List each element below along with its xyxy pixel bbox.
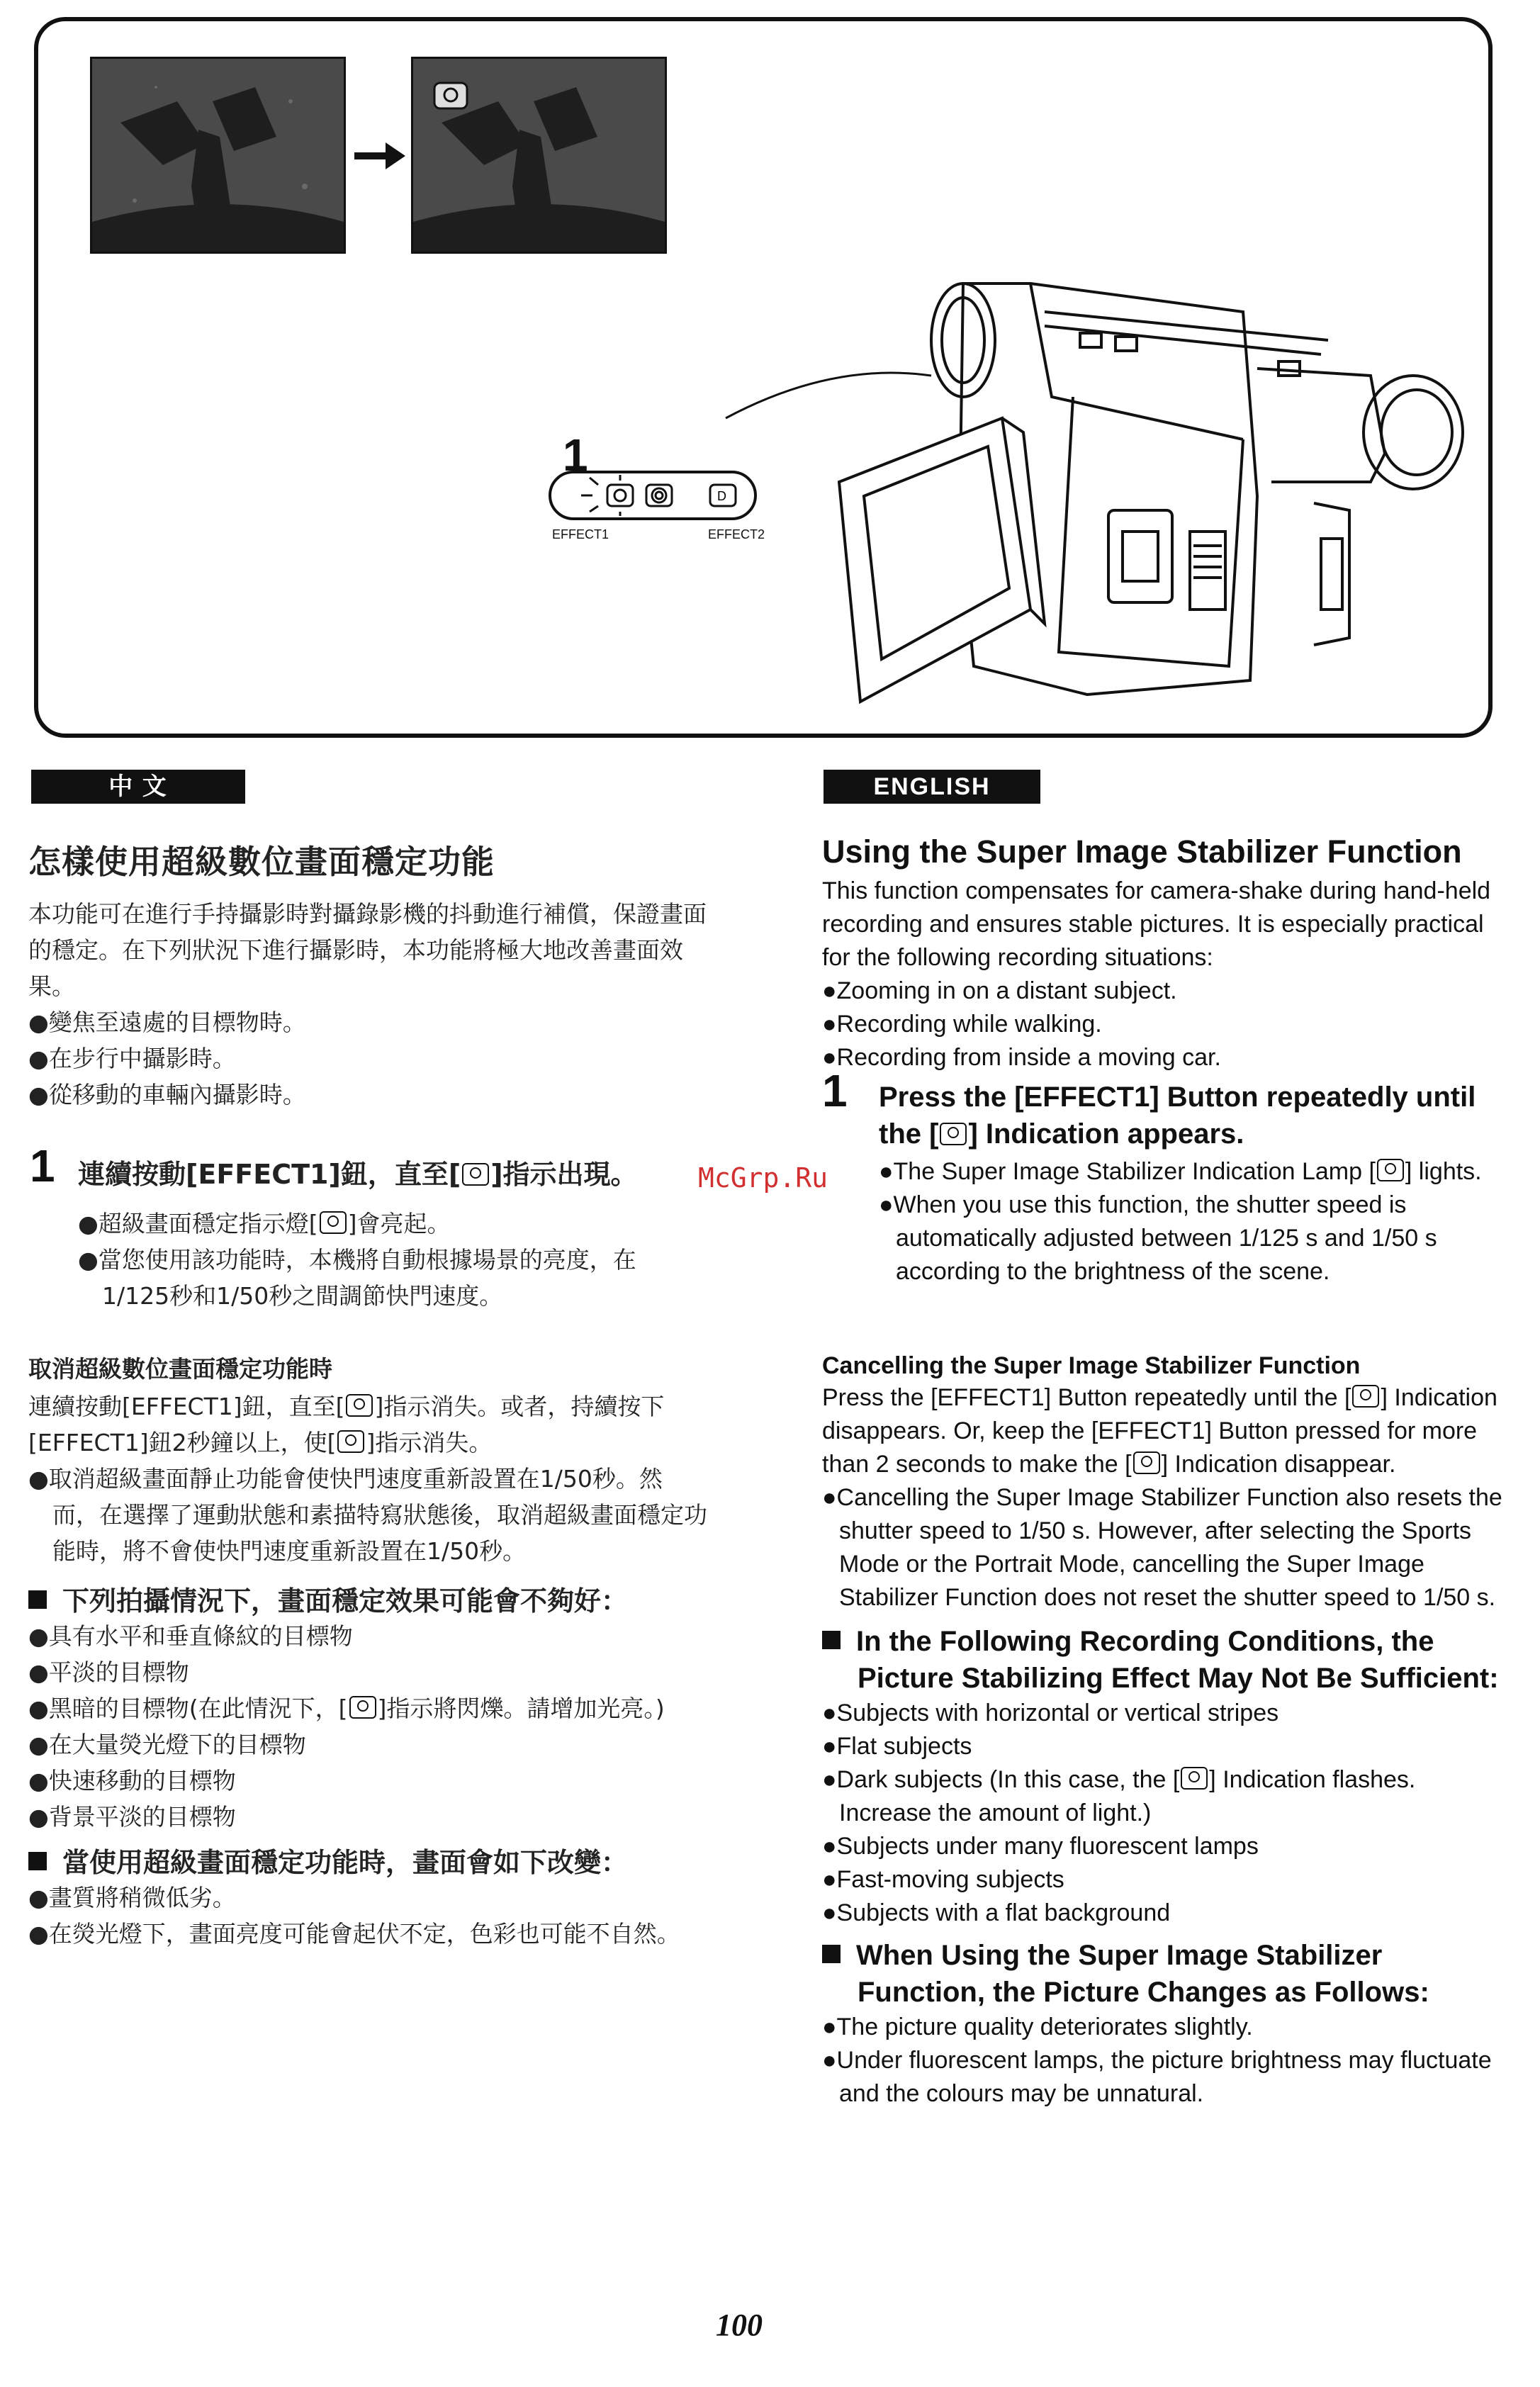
zh-cancel-text: 連續按動[EFFECT1]鈕，直至[ ]指示消失。或者，持續按下[EFFECT1]鈕2秒鐘以上，使[ ]指示消失。 — [28, 1393, 665, 1456]
zh-condition: ●具有水平和垂直條紋的目標物 — [28, 1622, 353, 1650]
en-step-bullet: ●The Super Image Stabilizer Indication Lamp [ ] lights. — [879, 1158, 1482, 1185]
page-number: 100 — [716, 2308, 763, 2342]
zh-step-title: 連續按動[EFFECT1]鈕，直至[ ]指示出現。 — [78, 1159, 638, 1190]
stabilizer-indicator-icon — [349, 1696, 376, 1719]
zh-title: 怎樣使用超級數位畫面穩定功能 — [28, 843, 495, 881]
en-step-title: Press the [EFFECT1] Button repeatedly until the [ ] Indication appears. — [879, 1082, 1476, 1150]
en-condition: ●Subjects under many fluorescent lamps — [822, 1833, 1259, 1860]
zh-condition: ●在大量熒光燈下的目標物 — [28, 1731, 306, 1758]
en-cancel-title: Cancelling the Super Image Stabilizer Function — [822, 1352, 1361, 1379]
en-situation: ●Zooming in on a distant subject. — [822, 977, 1177, 1004]
after-image — [411, 57, 667, 254]
stabilizer-indicator-icon — [462, 1163, 489, 1186]
stabilizer-indicator-icon — [1352, 1385, 1379, 1408]
step-callout-number: 1 — [563, 429, 588, 481]
zh-condition: ●背景平淡的目標物 — [28, 1803, 236, 1831]
en-changes-heading: When Using the Super Image Stabilizer Function, the Picture Changes as Follows: — [822, 1937, 1502, 2011]
en-condition: ●Subjects with horizontal or vertical stripes — [822, 1700, 1279, 1726]
zh-change: ●畫質將稍微低劣。 — [28, 1884, 236, 1911]
stabilizer-indicator-icon — [1377, 1159, 1404, 1181]
zh-column — [28, 836, 709, 1113]
stabilizer-indicator-icon — [320, 1211, 347, 1234]
zh-conditions-heading: 下列拍攝情況下，畫面穩定效果可能會不夠好： — [28, 1579, 709, 1618]
en-step-bullet: ●When you use this function, the shutter speed is automatically adjusted between 1/125 s and 1/50 s according to the brightness of the scene. — [879, 1191, 1437, 1285]
stabilizer-indicator-icon — [337, 1430, 364, 1453]
square-bullet-icon — [28, 1852, 47, 1870]
en-change: ●Under fluorescent lamps, the picture brightness may fluctuate and the colours may be unnatural. — [822, 2047, 1492, 2107]
zh-situation: ●在步行中攝影時。 — [28, 1045, 236, 1072]
stabilizer-indicator-icon — [1181, 1767, 1208, 1790]
square-bullet-icon — [28, 1590, 47, 1609]
english-section-tag: ENGLISH — [824, 770, 1040, 804]
zh-condition: ●黑暗的目標物(在此情況下，[ ]指示將閃爍。請增加光亮。) — [28, 1695, 665, 1722]
zh-cancel-section — [28, 1351, 709, 1952]
watermark: McGrp.Ru — [698, 1162, 828, 1194]
illustration-panel — [34, 17, 1493, 738]
en-step-number: 1 — [822, 1065, 848, 1116]
en-cancel-text: Press the [EFFECT1] Button repeatedly until the [ ] Indication disappears. Or, keep the [EFFECT1] Button pressed for more than 2 seconds to make the [ ] Indication disappear. — [822, 1384, 1497, 1478]
zh-condition: ●平淡的目標物 — [28, 1658, 189, 1686]
en-change: ●The picture quality deteriorates slightly. — [822, 2013, 1253, 2040]
en-condition: ●Subjects with a flat background — [822, 1899, 1171, 1926]
effect1-button-label: EFFECT1 — [552, 527, 609, 541]
stabilizer-indicator-icon — [346, 1394, 373, 1417]
zh-changes-heading: 當使用超級畫面穩定功能時，畫面會如下改變： — [28, 1841, 709, 1880]
stabilizer-indicator-icon — [1133, 1451, 1160, 1474]
zh-step-number: 1 — [30, 1140, 55, 1191]
effect2-button-label: EFFECT2 — [708, 527, 765, 541]
en-condition: ●Flat subjects — [822, 1733, 972, 1760]
en-step — [879, 1079, 1502, 1288]
zh-step — [78, 1152, 702, 1314]
svg-text:D: D — [717, 489, 726, 503]
square-bullet-icon — [822, 1631, 841, 1649]
zh-change: ●在熒光燈下，畫面亮度可能會起伏不定，色彩也可能不自然。 — [28, 1920, 680, 1948]
en-cancel-note: ●Cancelling the Super Image Stabilizer Function also resets the shutter speed to 1/50 s. However, after selecting the Sports Mode or the Portrait Mode, cancelling the Super Image Stabilizer Function does not reset the shutter speed to 1/50 s. — [822, 1484, 1502, 1611]
arrow-right-icon — [352, 138, 408, 174]
zh-condition: ●快速移動的目標物 — [28, 1767, 236, 1795]
zh-situation: ●從移動的車輛內攝影時。 — [28, 1081, 306, 1108]
zh-situation: ●變焦至遠處的目標物時。 — [28, 1009, 306, 1036]
en-situation: ●Recording from inside a moving car. — [822, 1044, 1221, 1071]
en-condition: ●Dark subjects (In this case, the [ ] Indication flashes. Increase the amount of light.) — [822, 1766, 1416, 1826]
en-title: Using the Super Image Stabilizer Function — [822, 833, 1462, 870]
zh-intro: 本功能可在進行手持攝影時對攝錄影機的抖動進行補償，保證畫面的穩定。在下列狀況下進行攝影時，本功能將極大地改善畫面效果。 — [28, 900, 707, 1000]
en-condition: ●Fast-moving subjects — [822, 1866, 1064, 1893]
en-cancel-section — [822, 1352, 1502, 2111]
before-image — [90, 57, 346, 254]
zh-step-bullet: ●當您使用該功能時，本機將自動根據場景的亮度，在1/125秒和1/50秒之間調節快門速度。 — [78, 1246, 636, 1310]
en-conditions-heading: In the Following Recording Conditions, the Picture Stabilizing Effect May Not Be Sufficient: — [822, 1623, 1502, 1697]
zh-cancel-title: 取消超級數位畫面穩定功能時 — [28, 1355, 332, 1383]
zh-step-bullet: ●超級畫面穩定指示燈[ ]會亮起。 — [78, 1210, 451, 1237]
stabilizer-indicator-icon — [940, 1123, 967, 1145]
zh-cancel-note: ●取消超級畫面靜止功能會使快門速度重新設置在1/50秒。然而，在選擇了運動狀態和素描特寫狀態後，取消超級畫面穩定功能時，將不會使快門速度重新設置在1/50秒。 — [28, 1465, 707, 1565]
en-situation: ●Recording while walking. — [822, 1011, 1102, 1038]
square-bullet-icon — [822, 1945, 841, 1963]
en-column — [822, 833, 1502, 1074]
en-intro: This function compensates for camera-shake during hand-held recording and ensures stable pictures. It is especially practical for the following recording situations: — [822, 877, 1491, 971]
chinese-section-tag: 中 文 — [31, 770, 245, 804]
